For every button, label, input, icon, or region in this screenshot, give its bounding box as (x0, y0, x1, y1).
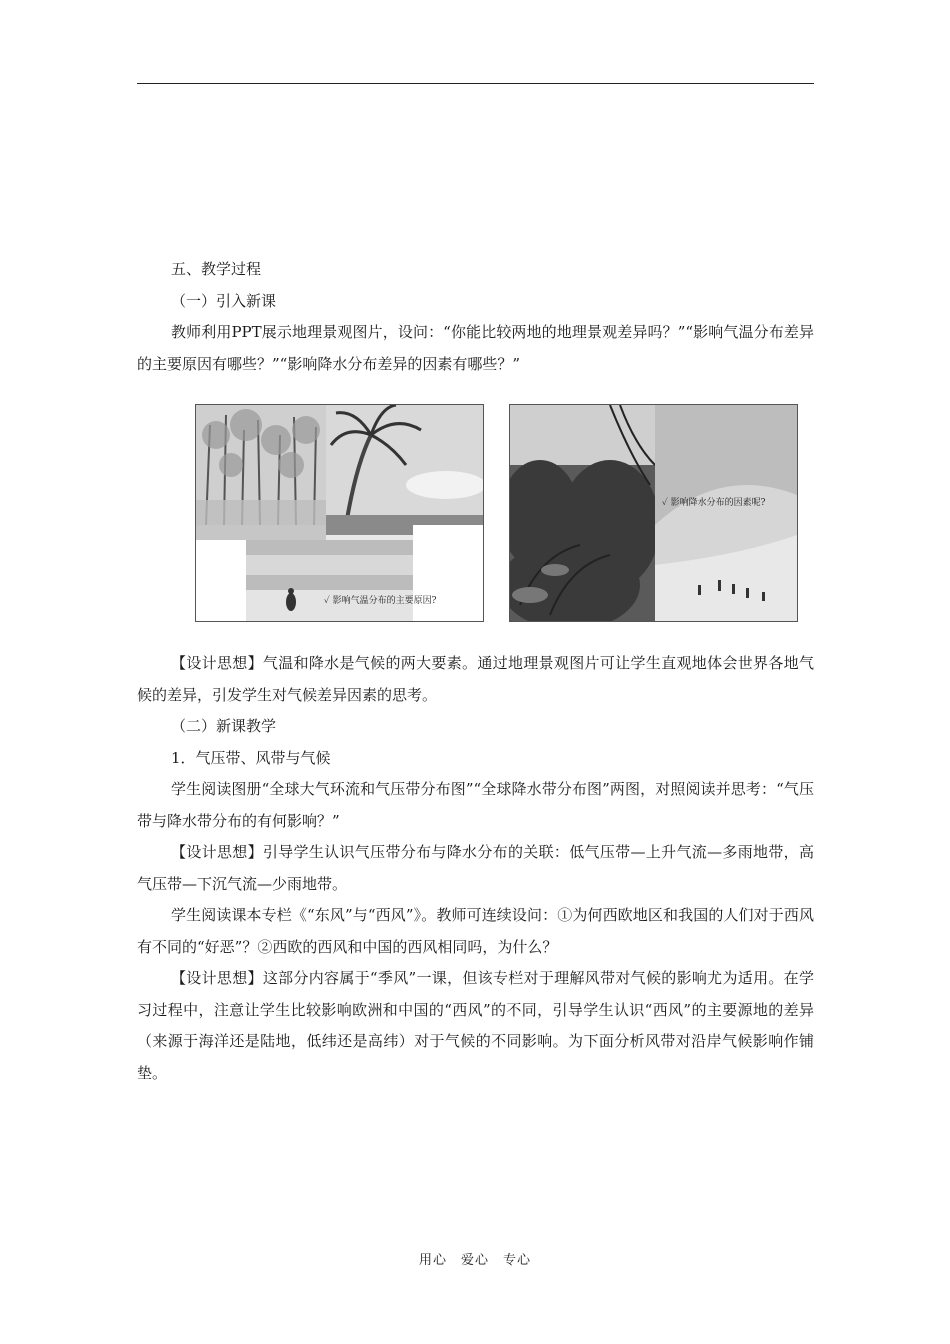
document-body (137, 254, 814, 1089)
design-note-tag: 【设计思想】 (171, 969, 263, 987)
subsection-heading: （一）引入新课 (171, 291, 277, 310)
paragraph: 教师利用PPT展示地理景观图片，设问：“你能比较两地的地理景观差异吗？”“影响气温分布差异的主要原因有哪些？”“影响降水分布差异的因素有哪些？” (137, 323, 814, 373)
design-note (137, 837, 814, 900)
landscape-images (137, 388, 814, 636)
precipitation-image-caption: ✓ 影响降水分布的因素呢? (662, 498, 766, 508)
design-note (137, 648, 814, 711)
design-note-text: 这部分内容属于“季风”一课，但该专栏对于理解风带对气候的影响尤为适用。在学习过程中，注意让学生比较影响欧洲和中国的“西风”的不同，引导学生认识“西风”的主要源地的差异（来源于海洋还是陆地，低纬还是高纬）对于气候的不同影响。为下面分析风带对沿岸气候影响作铺垫。 (137, 969, 814, 1082)
design-note-text: 气温和降水是气候的两大要素。通过地理景观图片可让学生直观地体会世界各地气候的差异，引发学生对气候差异因素的思考。 (137, 654, 814, 704)
precipitation-landscape-image (509, 404, 798, 622)
page-footer: 用心 爱心 专心 (418, 1253, 531, 1268)
header-rule (137, 83, 814, 84)
design-note (137, 963, 814, 1089)
section-heading: 五、教学过程 (171, 260, 262, 278)
design-note-text: 引导学生认识气压带分布与降水分布的关联：低气压带—上升气流—多雨地带，高气压带—下沉气流—少雨地带。 (137, 843, 814, 893)
temperature-landscape-image (195, 404, 484, 622)
temperature-image-caption: ✓ 影响气温分布的主要原因? (324, 596, 437, 606)
design-note-tag: 【设计思想】 (171, 843, 263, 861)
subsection-heading: （二）新课教学 (171, 717, 277, 735)
item-heading: 1．气压带、风带与气候 (171, 748, 331, 767)
paragraph: 学生阅读课本专栏《“东风”与“西风”》。教师可连续设问：①为何西欧地区和我国的人们对于西风有不同的“好恶”？②西欧的西风和中国的西风相同吗，为什么？ (137, 906, 814, 956)
paragraph: 学生阅读图册“全球大气环流和气压带分布图”“全球降水带分布图”两图，对照阅读并思考：“气压带与降水带分布的有何影响？” (137, 780, 814, 830)
design-note-tag: 【设计思想】 (171, 654, 263, 672)
